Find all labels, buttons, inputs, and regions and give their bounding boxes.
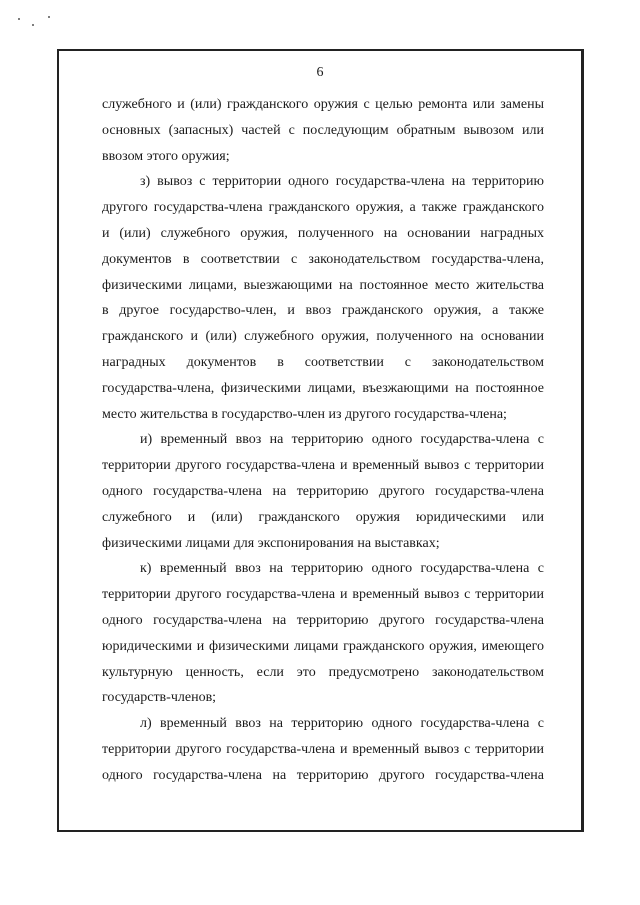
text-line: гражданского и (или) служебного оружия, полученного на основании <box>102 329 544 345</box>
text-line: физическими лицами, выезжающими на постоянное место жительства <box>102 277 544 293</box>
paragraph-item-k <box>102 556 544 711</box>
text-line: одного государства-члена на территорию другого государства-члена <box>102 483 544 499</box>
text-line: служебного и (или) гражданского оружия с целью ремонта или замены <box>102 97 544 112</box>
text-line: наградных документов в соответствии с законодательством <box>102 354 544 370</box>
text-line: основных (запасных) частей с последующим обратным вывозом или <box>102 122 544 138</box>
text-line: государства-члена, физическими лицами, въезжающими на постоянное <box>102 380 544 396</box>
text-line: территории другого государства-члена и временный вывоз с территории <box>102 587 544 603</box>
paragraph-continuation <box>102 92 544 169</box>
text-line: территории другого государства-члена и временный вывоз с территории <box>102 458 544 474</box>
text-line: юридическими и физическими лицами гражданского оружия, имеющего <box>102 638 544 654</box>
text-line: з) вывоз с территории одного государства-члена на территорию <box>140 174 544 190</box>
text-line: служебного и (или) гражданского оружия юридическими или <box>102 509 544 525</box>
scan-artifact <box>18 14 58 28</box>
text-line: культурную ценность, если это предусмотрено законодательством <box>102 664 544 680</box>
text-line: и) временный ввоз на территорию одного государства-члена с <box>140 432 544 448</box>
paragraph-item-z <box>102 169 544 427</box>
text-line: физическими лицами для экспонирования на выставках; <box>102 535 440 551</box>
paragraph-item-l <box>102 711 544 788</box>
paragraph-item-i <box>102 427 544 556</box>
document-body <box>102 92 544 789</box>
page-number: 6 <box>316 65 324 80</box>
text-line: ввозом этого оружия; <box>102 148 230 164</box>
text-line: документов в соответствии с законодательством государства-члена, <box>102 251 544 267</box>
text-line: и (или) служебного оружия, полученного на основании наградных <box>102 225 544 241</box>
text-line: государств-членов; <box>102 690 217 706</box>
text-line: другого государства-члена гражданского оружия, а также гражданского <box>102 200 544 216</box>
text-line: л) временный ввоз на территорию одного государства-члена с <box>140 716 544 732</box>
text-line: территории другого государства-члена и временный вывоз с территории <box>102 741 544 757</box>
text-line: одного государства-члена на территорию другого государства-члена <box>102 767 544 783</box>
text-line: место жительства в государство-член из другого государства-члена; <box>102 406 507 422</box>
text-line: к) временный ввоз на территорию одного государства-члена с <box>140 561 544 577</box>
text-line: одного государства-члена на территорию другого государства-члена <box>102 612 544 628</box>
text-line: в другое государство-член, и ввоз гражданского оружия, а также <box>102 303 544 319</box>
